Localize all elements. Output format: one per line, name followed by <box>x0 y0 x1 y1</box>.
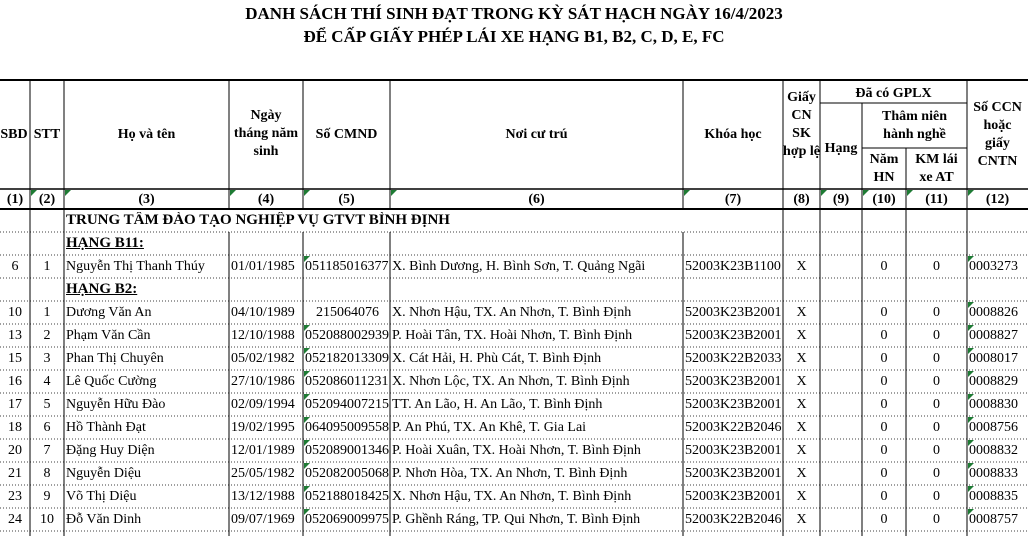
cell-health: X <box>796 466 807 481</box>
cell-km: 0 <box>933 420 940 435</box>
cell-dob: 25/05/1982 <box>231 466 295 481</box>
cell-comment-marker <box>65 190 71 196</box>
cell-km: 0 <box>933 489 940 504</box>
cell-comment-marker <box>907 190 913 196</box>
column-number: (2) <box>38 192 56 207</box>
cell-health: X <box>796 328 807 343</box>
cell-stt: 6 <box>43 420 51 435</box>
cell-hang <box>820 258 862 275</box>
cell-comment-marker <box>968 190 974 196</box>
cell-sbd: 24 <box>8 512 22 527</box>
cell-sbd: 10 <box>8 305 22 320</box>
cell-km: 0 <box>933 512 940 527</box>
cell-km: 0 <box>933 443 940 458</box>
cell-comment-marker <box>968 325 974 331</box>
cell-course: 52003K23B2001 <box>685 443 782 458</box>
cell-km: 0 <box>933 374 940 389</box>
cell-comment-marker <box>968 394 974 400</box>
cell-health: X <box>796 351 807 366</box>
cell-comment-marker <box>304 371 310 377</box>
cell-name: Đỗ Văn Dinh <box>66 512 142 527</box>
cell-hang <box>820 511 862 528</box>
cell-dob: 27/10/1986 <box>231 374 295 389</box>
cell-comment-marker <box>821 190 827 196</box>
cell-dob: 13/12/1988 <box>231 489 295 504</box>
cell-name: Nguyễn Hữu Đào <box>66 397 166 412</box>
header-cmnd: Số CMND <box>315 126 378 142</box>
cell-sbd: 21 <box>8 466 22 481</box>
cell-sbd: 6 <box>11 259 19 274</box>
cell-dob: 12/01/1989 <box>231 443 295 458</box>
cell-hang <box>820 396 862 413</box>
cell-health: X <box>796 259 807 274</box>
cell-comment-marker <box>304 486 310 492</box>
cell-comment-marker <box>304 348 310 354</box>
training-center-name: TRUNG TÂM ĐÀO TẠO NGHIỆP VỤ GTVT BÌNH ĐỊNH <box>66 212 450 228</box>
cell-dob: 01/01/1985 <box>231 259 295 274</box>
header-health: Giấy CN SK hợp lệ <box>783 90 820 159</box>
cell-address: P. Ghềnh Ráng, TP. Qui Nhơn, T. Bình Định <box>392 512 641 527</box>
section-label: HẠNG B11: <box>66 235 144 251</box>
cell-ccn: 0008826 <box>969 305 1018 320</box>
cell-address: X. Cát Hải, H. Phù Cát, T. Bình Định <box>392 351 602 366</box>
header-dob: Ngày tháng năm sinh <box>233 108 299 159</box>
cell-stt: 10 <box>40 512 54 527</box>
column-number: (6) <box>528 192 545 207</box>
cell-comment-marker <box>304 509 310 515</box>
cell-hang <box>820 327 862 344</box>
header-name: Họ và tên <box>117 126 176 142</box>
cell-cmnd: 052094007215 <box>305 397 389 412</box>
cell-km: 0 <box>933 259 940 274</box>
cell-nam-hn: 0 <box>880 328 888 343</box>
cell-health: X <box>796 420 807 435</box>
header-km: KM lái xe AT <box>915 152 958 185</box>
header-gplx: Đã có GPLX <box>855 86 932 101</box>
cell-km: 0 <box>933 466 940 481</box>
cell-ccn: 0003273 <box>969 259 1018 274</box>
cell-ccn: 0008832 <box>969 443 1018 458</box>
cell-comment-marker <box>968 509 974 515</box>
cell-cmnd: 052088002939 <box>305 328 389 343</box>
cell-comment-marker <box>304 394 310 400</box>
cell-course: 52003K23B2001 <box>685 305 782 320</box>
cell-address: P. An Phú, TX. An Khê, T. Gia Lai <box>392 420 587 435</box>
cell-comment-marker <box>968 256 974 262</box>
document-title: DANH SÁCH THÍ SINH ĐẠT TRONG KỲ SÁT HẠCH NGÀY 16/4/2023 <box>245 4 783 23</box>
cell-dob: 09/07/1969 <box>231 512 295 527</box>
column-number: (1) <box>6 192 24 207</box>
cell-stt: 7 <box>43 443 51 458</box>
cell-cmnd: 052086011231 <box>305 374 389 389</box>
cell-km: 0 <box>933 397 940 412</box>
cell-name: Phạm Văn Cần <box>66 328 151 343</box>
column-number: (11) <box>925 192 948 207</box>
cell-nam-hn: 0 <box>880 397 888 412</box>
cell-health: X <box>796 374 807 389</box>
cell-hang <box>820 373 862 390</box>
cell-name: Hồ Thành Đạt <box>66 420 146 435</box>
cell-cmnd: 052082005068 <box>305 466 389 481</box>
cell-cmnd: 052188018425 <box>305 489 389 504</box>
cell-comment-marker <box>391 190 397 196</box>
cell-course: 52003K23B2001 <box>685 489 782 504</box>
cell-hang <box>820 350 862 367</box>
cell-sbd: 18 <box>8 420 22 435</box>
cell-comment-marker <box>304 440 310 446</box>
cell-hang <box>820 442 862 459</box>
cell-cmnd: 052089001346 <box>305 443 389 458</box>
cell-nam-hn: 0 <box>880 374 888 389</box>
cell-sbd: 20 <box>8 443 22 458</box>
cell-nam-hn: 0 <box>880 489 888 504</box>
cell-name: Nguyễn Diệu <box>66 466 142 481</box>
cell-comment-marker <box>968 348 974 354</box>
cell-ccn: 0008833 <box>969 466 1018 481</box>
cell-ccn: 0008830 <box>969 397 1018 412</box>
cell-comment-marker <box>968 486 974 492</box>
cell-cmnd: 052182013309 <box>305 351 389 366</box>
cell-dob: 02/09/1994 <box>231 397 295 412</box>
cell-name: Phan Thị Chuyên <box>66 351 164 366</box>
cell-health: X <box>796 443 807 458</box>
header-hang: Hạng <box>824 141 858 156</box>
cell-ccn: 0008829 <box>969 374 1018 389</box>
cell-stt: 1 <box>43 305 51 320</box>
cell-health: X <box>796 489 807 504</box>
cell-course: 52003K23B2001 <box>685 328 782 343</box>
cell-course: 52003K23B2001 <box>685 466 782 481</box>
cell-dob: 05/02/1982 <box>231 351 295 366</box>
cell-nam-hn: 0 <box>880 512 888 527</box>
cell-health: X <box>796 305 807 320</box>
cell-cmnd: 064095009558 <box>305 420 389 435</box>
cell-address: X. Bình Dương, H. Bình Sơn, T. Quảng Ngãi <box>392 259 646 274</box>
cell-name: Dương Văn An <box>66 305 152 320</box>
cell-comment-marker <box>968 463 974 469</box>
cell-dob: 04/10/1989 <box>231 305 295 320</box>
column-number: (3) <box>138 192 155 207</box>
cell-health: X <box>796 397 807 412</box>
cell-address: X. Nhơn Lộc, TX. An Nhơn, T. Bình Định <box>392 374 630 389</box>
cell-comment-marker <box>304 463 310 469</box>
cell-comment-marker <box>968 440 974 446</box>
header-address: Nơi cư trú <box>505 126 568 142</box>
cell-cmnd: 051185016377 <box>305 259 389 274</box>
cell-stt: 4 <box>43 374 51 389</box>
cell-name: Nguyễn Thị Thanh Thúy <box>66 259 205 274</box>
cell-address: TT. An Lão, H. An Lão, T. Bình Định <box>392 397 603 412</box>
cell-comment-marker <box>304 190 310 196</box>
cell-address: X. Nhơn Hậu, TX. An Nhơn, T. Bình Định <box>392 489 632 504</box>
column-number: (9) <box>832 192 850 207</box>
cell-name: Lê Quốc Cường <box>66 374 157 389</box>
cell-comment-marker <box>684 190 690 196</box>
cell-address: P. Hoài Xuân, TX. Hoài Nhơn, T. Bình Định <box>392 443 641 458</box>
cell-hang <box>820 465 862 482</box>
cell-course: 52003K23B2001 <box>685 397 782 412</box>
cell-comment-marker <box>31 190 37 196</box>
cell-nam-hn: 0 <box>880 351 888 366</box>
cell-sbd: 16 <box>8 374 22 389</box>
cell-comment-marker <box>968 417 974 423</box>
cell-dob: 12/10/1988 <box>231 328 295 343</box>
cell-health: X <box>796 512 807 527</box>
column-number: (4) <box>257 192 275 207</box>
cell-hang <box>820 488 862 505</box>
column-number: (12) <box>985 192 1010 207</box>
cell-comment-marker <box>863 190 869 196</box>
document-subtitle: ĐỂ CẤP GIẤY PHÉP LÁI XE HẠNG B1, B2, C, D, E, FC <box>303 27 725 46</box>
cell-nam-hn: 0 <box>880 305 888 320</box>
cell-course: 52003K22B2033 <box>685 351 782 366</box>
header-sbd: SBD <box>0 126 28 142</box>
cell-stt: 9 <box>43 489 51 504</box>
section-label: HẠNG B2: <box>66 281 138 297</box>
cell-nam-hn: 0 <box>880 420 888 435</box>
cell-cmnd: 052069009975 <box>305 512 389 527</box>
header-ccn: Số CCN hoặc giấy CNTN <box>973 100 1022 169</box>
cell-ccn: 0008756 <box>969 420 1018 435</box>
cell-comment-marker <box>304 325 310 331</box>
cell-sbd: 13 <box>8 328 22 343</box>
cell-stt: 8 <box>43 466 51 481</box>
cell-stt: 3 <box>43 351 51 366</box>
column-number: (5) <box>338 192 355 207</box>
cell-sbd: 23 <box>8 489 22 504</box>
cell-ccn: 0008017 <box>969 351 1018 366</box>
cell-address: P. Hoài Tân, TX. Hoài Nhơn, T. Bình Định <box>392 328 633 343</box>
cell-name: Đặng Huy Diện <box>66 443 155 458</box>
column-number: (10) <box>872 192 896 207</box>
cell-stt: 2 <box>43 328 51 343</box>
cell-comment-marker <box>230 190 236 196</box>
cell-ccn: 0008827 <box>969 328 1018 343</box>
cell-stt: 5 <box>43 397 51 412</box>
cell-address: X. Nhơn Hậu, TX. An Nhơn, T. Bình Định <box>392 305 632 320</box>
cell-hang <box>820 304 862 321</box>
header-tham-nien: Thâm niên hành nghề <box>882 109 947 142</box>
cell-cmnd: 215064076 <box>316 305 379 320</box>
cell-nam-hn: 0 <box>880 259 888 274</box>
cell-course: 52003K23B1100 <box>685 259 781 274</box>
cell-nam-hn: 0 <box>880 466 888 481</box>
cell-course: 52003K22B2046 <box>685 512 782 527</box>
header-stt: STT <box>33 126 61 142</box>
cell-sbd: 15 <box>8 351 22 366</box>
header-nam-hn: Năm HN <box>869 152 899 185</box>
cell-course: 52003K22B2046 <box>685 420 782 435</box>
cell-sbd: 17 <box>8 397 22 412</box>
cell-name: Võ Thị Diệu <box>66 489 137 504</box>
cell-comment-marker <box>304 417 310 423</box>
cell-comment-marker <box>968 371 974 377</box>
cell-address: P. Nhơn Hòa, TX. An Nhơn, T. Bình Định <box>392 466 628 481</box>
column-number: (8) <box>793 192 810 207</box>
cell-course: 52003K23B2001 <box>685 374 782 389</box>
cell-km: 0 <box>933 305 940 320</box>
cell-stt: 1 <box>43 259 51 274</box>
cell-nam-hn: 0 <box>880 443 888 458</box>
cell-comment-marker <box>968 302 974 308</box>
cell-km: 0 <box>933 328 940 343</box>
column-number: (7) <box>724 192 742 207</box>
header-course: Khóa học <box>704 126 762 142</box>
cell-dob: 19/02/1995 <box>231 420 295 435</box>
cell-comment-marker <box>304 256 310 262</box>
cell-hang <box>820 419 862 436</box>
cell-ccn: 0008757 <box>969 512 1018 527</box>
cell-ccn: 0008835 <box>969 489 1018 504</box>
cell-km: 0 <box>933 351 940 366</box>
